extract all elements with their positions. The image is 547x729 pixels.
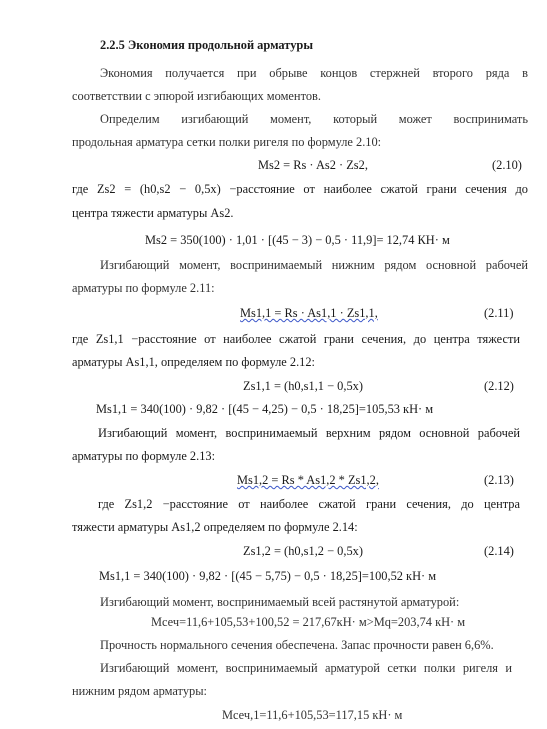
formula-2-14: Zs1,2 = (h0,s1,2 − 0,5x) xyxy=(243,544,363,558)
paragraph-6-line-1: Изгибающий момент, воспринимаемый верхним рядом основной рабочей xyxy=(98,426,520,440)
paragraph-10-line-2: нижним рядом арматуры: xyxy=(72,684,207,698)
paragraph-1-line-1: Экономия получается при обрыве концов стержней второго ряда в xyxy=(100,66,528,80)
formula-2-11 xyxy=(240,305,378,321)
paragraph-2-line-2: продольная арматура сетки полки ригеля по формуле 2.10: xyxy=(72,135,382,149)
formula-2-10-number: (2.10) xyxy=(492,158,522,172)
paragraph-6-line-2: арматуры по формуле 2.13: xyxy=(72,449,216,463)
calculation-msech1: Mсеч,1=11,6+105,53=117,15 кН· м xyxy=(222,708,403,722)
formula-2-11-text: Ms1,1 = Rs · As1,1 · Zs1,1, xyxy=(240,306,378,320)
paragraph-7-line-2: тяжести арматуры As1,2 определяем по формуле 2.14: xyxy=(72,520,358,534)
paragraph-9: Прочность нормального сечения обеспечена. Запас прочности равен 6,6%. xyxy=(100,638,494,652)
formula-2-11-number: (2.11) xyxy=(484,306,514,320)
paragraph-4-line-2: арматуры по формуле 2.11: xyxy=(72,281,215,295)
formula-2-10: Ms2 = Rs · As2 · Zs2, xyxy=(258,158,368,172)
calculation-ms11-upper: Ms1,1 = 340(100) · 9,82 · [(45 − 5,75) − 0,5 · 18,25]=100,52 кН· м xyxy=(99,569,437,583)
section-heading: 2.2.5 Экономия продольной арматуры xyxy=(100,38,313,52)
paragraph-7-line-1: где Zs1,2 −расстояние от наиболее сжатой грани сечения, до центра xyxy=(98,497,520,511)
paragraph-3-line-2: центра тяжести арматуры As2. xyxy=(72,206,234,220)
calculation-msech: Mсеч=11,6+105,53+100,52 = 217,67кН· м>Mq=203,74 кН· м xyxy=(151,615,466,629)
paragraph-5-line-1: где Zs1,1 −расстояние от наиболее сжатой грани сечения, до центра тяжести xyxy=(72,332,520,346)
paragraph-2-line-1: Определим изгибающий момент, который может воспринимать xyxy=(100,112,528,126)
paragraph-5-line-2: арматуры As1,1, определяем по формуле 2.12: xyxy=(72,355,315,369)
formula-2-13-number: (2.13) xyxy=(484,473,514,487)
paragraph-4-line-1: Изгибающий момент, воспринимаемый нижним рядом основной рабочей xyxy=(100,258,528,272)
formula-2-14-number: (2.14) xyxy=(484,544,514,558)
formula-2-13-text: Ms1,2 = Rs * As1,2 * Zs1,2, xyxy=(237,473,379,487)
formula-2-13 xyxy=(237,472,379,488)
paragraph-1-line-2: соответствии с эпюрой изгибающих моментов. xyxy=(72,89,321,103)
calculation-ms2: Ms2 = 350(100) · 1,01 · [(45 − 3) − 0,5 · 11,9]= 12,74 КН· м xyxy=(145,233,450,247)
formula-2-12-number: (2.12) xyxy=(484,379,514,393)
paragraph-10-line-1: Изгибающий момент, воспринимаемый арматурой сетки полки ригеля и xyxy=(100,661,512,675)
paragraph-8: Изгибающий момент, воспринимаемый всей растянутой арматурой: xyxy=(100,595,460,609)
formula-2-12: Zs1,1 = (h0,s1,1 − 0,5x) xyxy=(243,379,363,393)
paragraph-3-line-1: где Zs2 = (h0,s2 − 0,5x) −расстояние от наиболее сжатой грани сечения до xyxy=(72,182,528,196)
calculation-ms11-lower: Ms1,1 = 340(100) · 9,82 · [(45 − 4,25) − 0,5 · 18,25]=105,53 кН· м xyxy=(96,402,434,416)
